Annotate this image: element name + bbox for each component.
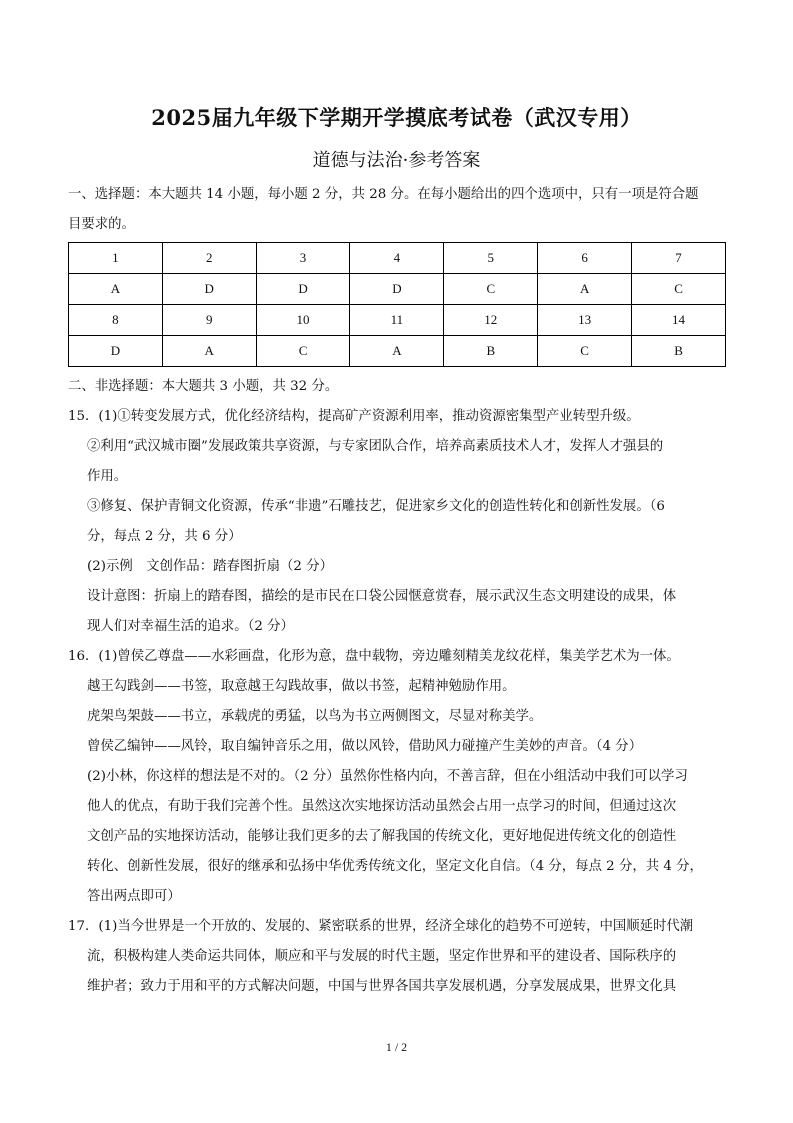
- q15-line: 分，每点 2 分，共 6 分）: [87, 529, 242, 544]
- table-cell: 9: [162, 305, 256, 336]
- q15-line: 设计意图：折扇上的踏春图，描绘的是市民在口袋公园惬意赏春，展示武汉生态文明建设的成果，体: [87, 589, 677, 604]
- table-cell: C: [538, 336, 632, 367]
- q15-line: (2)示例 文创作品：踏春图折扇（2 分）: [87, 559, 333, 574]
- table-cell: C: [256, 336, 350, 367]
- table-cell: 2: [162, 243, 256, 274]
- section-1-intro-line: 一、选择题：本大题共 14 小题，每小题 2 分，共 28 分。在每小题给出的四个选项中，只有一项是符合题: [68, 187, 699, 202]
- exam-title: 2025届九年级下学期开学摸底考试卷（武汉专用）: [151, 105, 642, 130]
- q16-line: 越王勾践剑——书签，取意越王勾践故事，做以书签，起精神勉励作用。: [87, 679, 516, 694]
- table-cell: B: [444, 336, 538, 367]
- q16-line: 曾侯乙编钟——风铃，取自编钟音乐之用，做以风铃，借助风力碰撞产生美妙的声音。（4 分）: [87, 739, 643, 754]
- table-cell: A: [162, 336, 256, 367]
- table-row: [69, 274, 726, 305]
- q16-line: (2)小林，你这样的想法是不对的。（2 分）虽然你性格内向，不善言辞，但在小组活动中我们可以学习: [87, 769, 688, 784]
- q16-line: 虎架鸟架鼓——书立，承载虎的勇猛，以鸟为书立两侧图文，尽显对称美学。: [87, 709, 543, 724]
- table-cell: 14: [632, 305, 726, 336]
- q15-line: 现人们对幸福生活的追求。（2 分）: [87, 619, 294, 634]
- table-cell: 12: [444, 305, 538, 336]
- q17-line: 17．(1)当今世界是一个开放的、发展的、紧密联系的世界，经济全球化的趋势不可逆转，中国顺延时代潮: [68, 919, 694, 934]
- table-cell: 8: [69, 305, 163, 336]
- page-number: 1 / 2: [385, 1040, 408, 1054]
- table-row: [69, 336, 726, 367]
- table-cell: D: [162, 274, 256, 305]
- q16-line: 转化、创新性发展，很好的继承和弘扬中华优秀传统文化，坚定文化自信。（4 分，每点 2 分，共 4 分，: [87, 859, 703, 874]
- table-cell: D: [256, 274, 350, 305]
- answer-table: [68, 242, 726, 367]
- table-cell: A: [538, 274, 632, 305]
- table-row: [69, 305, 726, 336]
- q15-line: ②利用“武汉城市圈”发展政策共享资源，与专家团队合作，培养高素质技术人才，发挥人才强县的: [87, 439, 664, 454]
- table-cell: B: [632, 336, 726, 367]
- q16-line: 16．(1)曾侯乙尊盘——水彩画盘，化形为意，盘中载物，旁边雕刻精美龙纹花样，集美学艺术为一体。: [68, 649, 680, 664]
- q15-line: 作用。: [87, 469, 128, 484]
- answer-body: [68, 372, 724, 1002]
- table-cell: 7: [632, 243, 726, 274]
- table-cell: 3: [256, 243, 350, 274]
- q15-line: 15．(1)①转变发展方式，优化经济结构，提高矿产资源利用率，推动资源密集型产业转型升级。: [68, 409, 640, 424]
- table-cell: C: [632, 274, 726, 305]
- section-1-intro-line: 目要求的。: [68, 217, 135, 232]
- section-1-intro: [68, 180, 724, 240]
- q16-line: 文创产品的实地探访活动，能够让我们更多的去了解我国的传统文化，更好地促进传统文化的创造性: [87, 829, 677, 844]
- q17-line: 流，积极构建人类命运共同体，顺应和平与发展的时代主题，坚定作世界和平的建设者、国际秩序的: [87, 949, 677, 964]
- table-cell: 4: [350, 243, 444, 274]
- table-cell: 11: [350, 305, 444, 336]
- table-cell: D: [350, 274, 444, 305]
- section-2-intro: 二、非选择题：本大题共 3 小题，共 32 分。: [68, 379, 339, 394]
- table-cell: 6: [538, 243, 632, 274]
- q16-line: 答出两点即可）: [87, 889, 181, 904]
- table-cell: D: [69, 336, 163, 367]
- table-cell: 1: [69, 243, 163, 274]
- q16-line: 他人的优点，有助于我们完善个性。虽然这次实地探访活动虽然会占用一点学习的时间，但通过这次: [87, 799, 677, 814]
- table-row: [69, 243, 726, 274]
- q15-line: ③修复、保护青铜文化资源，传承“非遗”石雕技艺，促进家乡文化的创造性转化和创新性发展。（6: [87, 499, 665, 514]
- table-cell: A: [69, 274, 163, 305]
- table-cell: 5: [444, 243, 538, 274]
- table-cell: 10: [256, 305, 350, 336]
- q17-line: 维护者；致力于用和平的方式解决问题，中国与世界各国共享发展机遇，分享发展成果，世界文化具: [87, 979, 677, 994]
- table-cell: 13: [538, 305, 632, 336]
- table-cell: C: [444, 274, 538, 305]
- exam-subtitle: 道德与法治·参考答案: [312, 150, 481, 171]
- table-cell: A: [350, 336, 444, 367]
